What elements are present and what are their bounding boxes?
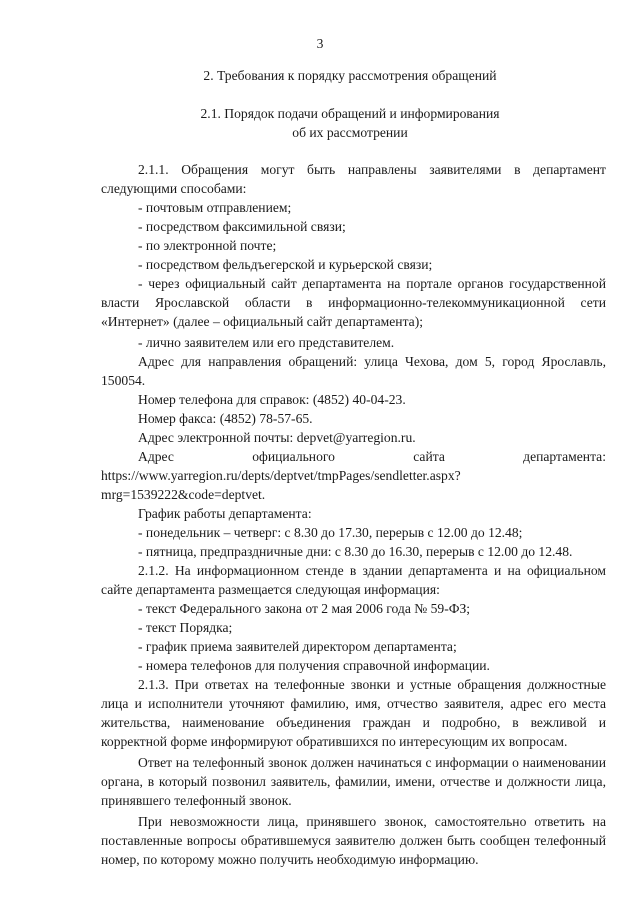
schedule-title: График работы департамента: xyxy=(138,506,312,521)
subsection-title xyxy=(0,104,640,142)
paragraph-unable-answer: При невозможности лица, принявшего звонок, самостоятельно ответить на поставленные вопросы обратившемуся заявителю должен быть сообщен телефонный номер, по которому можно получить необходимую информацию. xyxy=(101,814,606,867)
stand-item: - текст Федерального закона от 2 мая 2006 года № 59-ФЗ; xyxy=(138,601,471,616)
address-line: Адрес для направления обращений: улица Чехова, дом 5, город Ярославль, 150054. xyxy=(101,354,606,388)
method-item: - по электронной почте; xyxy=(138,238,277,253)
schedule-item: - понедельник – четверг: с 8.30 до 17.30, перерыв с 12.00 до 12.48; xyxy=(138,525,523,540)
phone-line: Номер телефона для справок: (4852) 40-04-23. xyxy=(138,392,406,407)
document-body xyxy=(101,160,606,869)
paragraph-2-1-1: 2.1.1. Обращения могут быть направлены заявителями в департамент следующими способами: xyxy=(101,162,606,196)
paragraph-2-1-2: 2.1.2. На информационном стенде в здании департамента и на официальном сайте департамента размещается следующая информация: xyxy=(101,563,606,597)
fax-line: Номер факса: (4852) 78-57-65. xyxy=(138,411,313,426)
section-title: 2. Требования к порядку рассмотрения обращений xyxy=(203,68,497,83)
method-item: - лично заявителем или его представителем. xyxy=(138,335,395,350)
stand-item: - текст Порядка; xyxy=(138,620,233,635)
schedule-item: - пятница, предпраздничные дни: с 8.30 до 16.30, перерыв с 12.00 до 12.48. xyxy=(138,544,573,559)
method-item: - посредством фельдъегерской и курьерской связи; xyxy=(138,257,433,272)
subsection-title-line1: 2.1. Порядок подачи обращений и информирования xyxy=(200,106,500,121)
subsection-title-line2: об их рассмотрении xyxy=(292,125,408,140)
method-item: - через официальный сайт департамента на портале органов государственной власти Ярославской области в информационно-телекоммуникационной сети «Интернет» (далее – официальный сайт департамента); xyxy=(101,276,606,329)
method-item: - почтовым отправлением; xyxy=(138,200,292,215)
site-line: Адрес официального сайта департамента: https://www.yarregion.ru/depts/deptvet/tmpPages/sendletter.aspx?mrg=1539222&code=deptvet. xyxy=(101,449,606,502)
paragraph-phone-answer: Ответ на телефонный звонок должен начинаться с информации о наименовании органа, в который позвонил заявитель, фамилии, имени, отчестве и должности лица, принявшего телефонный звонок. xyxy=(101,755,606,808)
method-item: - посредством факсимильной связи; xyxy=(138,219,346,234)
page-number: 3 xyxy=(316,36,324,51)
stand-item: - график приема заявителей директором департамента; xyxy=(138,639,457,654)
paragraph-2-1-3: 2.1.3. При ответах на телефонные звонки и устные обращения должностные лица и исполнители уточняют фамилию, имя, отчество заявителя, адрес его места жительства, наименование объединения граждан и подробно, в вежливой и корректной форме информируют обратившихся по интересующим их вопросам. xyxy=(101,677,606,749)
stand-item: - номера телефонов для получения справочной информации. xyxy=(138,658,490,673)
email-line: Адрес электронной почты: depvet@yarregion.ru. xyxy=(138,430,416,445)
